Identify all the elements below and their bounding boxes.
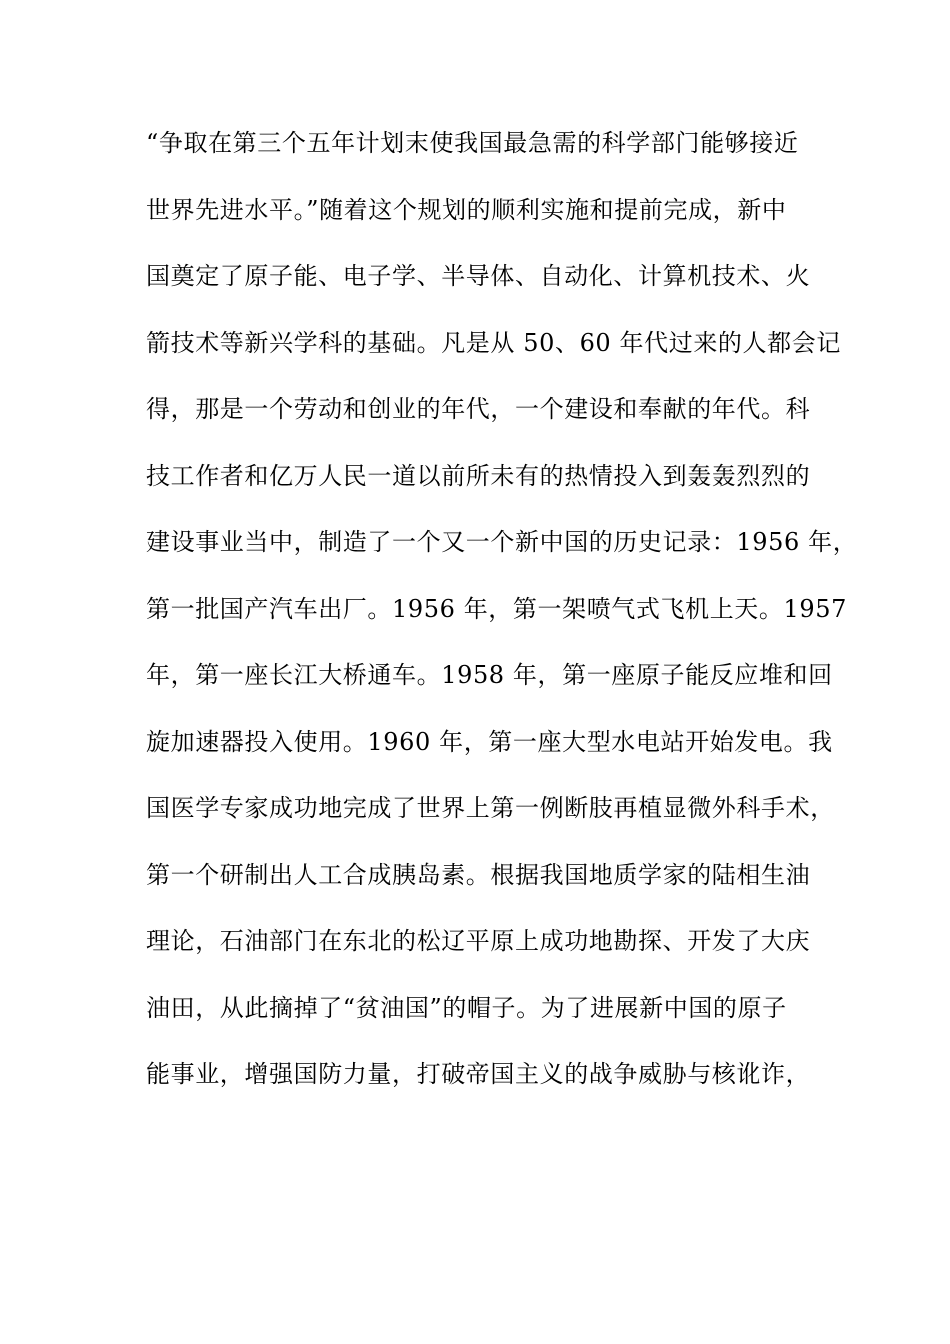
body-paragraph: [146, 128, 858, 1126]
text-line: 能事业，增强国防力量，打破帝国主义的战争威胁与核讹诈，: [146, 1060, 811, 1088]
text-line: 得，那是一个劳动和创业的年代，一个建设和奉献的年代。科: [146, 395, 811, 423]
text-line: 建设事业当中，制造了一个又一个新中国的历史记录：1956 年，: [146, 528, 858, 556]
text-line: 技工作者和亿万人民一道以前所未有的热情投入到轰轰烈烈的: [146, 461, 811, 490]
text-line: 油田，从此摘掉了“贫油国”的帽子。为了进展新中国的原子: [146, 993, 787, 1022]
text-line: 第一批国产汽车出厂。1956 年，第一架喷气式飞机上天。1957: [146, 594, 847, 623]
text-line: 国医学专家成功地完成了世界上第一例断肢再植显微外科手术，: [146, 794, 835, 822]
text-line: 年，第一座长江大桥通车。1958 年，第一座原子能反应堆和回: [146, 661, 833, 689]
text-line: 第一个研制出人工合成胰岛素。根据我国地质学家的陆相生油: [146, 860, 811, 889]
text-line: 世界先进水平。”随着这个规划的顺利实施和提前完成，新中: [146, 195, 787, 224]
text-line: 国奠定了原子能、电子学、半导体、自动化、计算机技术、火: [146, 262, 811, 290]
text-line: 理论，石油部门在东北的松辽平原上成功地勘探、开发了大庆: [146, 927, 811, 955]
text-line: 箭技术等新兴学科的基础。凡是从 50、60 年代过来的人都会记: [146, 328, 841, 357]
text-line: “争取在第三个五年计划末使我国最急需的科学部门能够接近: [146, 129, 799, 157]
text-line: 旋加速器投入使用。1960 年，第一座大型水电站开始发电。我: [146, 727, 833, 756]
